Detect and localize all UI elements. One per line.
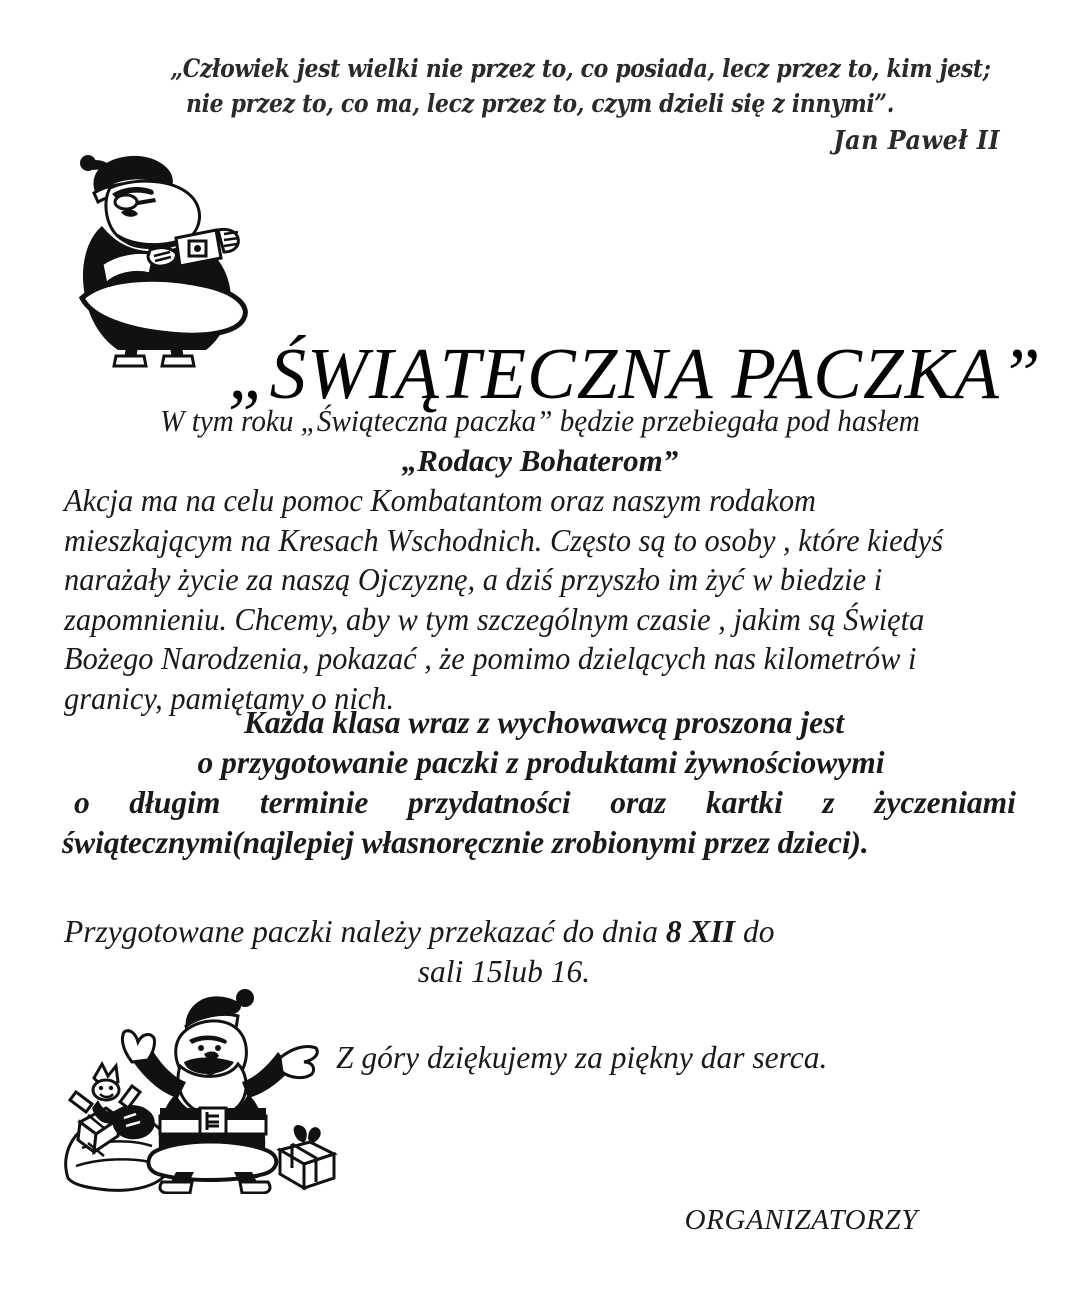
request-line-3 xyxy=(62,783,1020,823)
body-line: narażały życie za naszą Ojczyznę, a dziś przyszło im żyć w biedzie i xyxy=(64,562,883,597)
thanks-line: Z góry dziękujemy za piękny dar serca. xyxy=(336,1040,828,1075)
deadline-prefix: Przygotowane paczki należy przekazać do dnia xyxy=(64,914,666,949)
epigraph-quote xyxy=(170,52,991,121)
request-word: przydatności xyxy=(407,785,571,820)
deadline-suffix: do xyxy=(735,914,775,949)
request-word: życzeniami xyxy=(874,785,1016,820)
request-word: z xyxy=(822,785,835,820)
body-line: zapomnieniu. Chcemy, aby w tym szczególnym czasie , jakim są Święta xyxy=(64,601,925,637)
page-title: „ŚWIĄTECZNA PACZKA” xyxy=(228,332,1042,414)
request-word: długim xyxy=(129,785,221,820)
epigraph-line-1: „Człowiek jest wielki nie przez to, co posiada, lecz przez to, kim jest; xyxy=(170,54,991,83)
body-line: mieszkającym na Kresach Wschodnich. Często są to osoby , które kiedyś xyxy=(64,522,944,558)
intro-line: W tym roku „Świąteczna paczka” będzie przebiegała pod hasłem xyxy=(160,403,920,438)
organizers-signature: ORGANIZATORZY xyxy=(684,1204,918,1236)
request-block xyxy=(62,703,1020,863)
deadline-room-line: sali 15lub 16. xyxy=(417,954,591,989)
santa-with-gift-sack-icon xyxy=(58,982,338,1194)
deadline-line xyxy=(64,912,944,952)
deadline-date: 8 XII xyxy=(665,914,736,949)
epigraph-line-2: nie przez to, co ma, lecz przez to, czym dzieli się z innymi”. xyxy=(185,88,895,118)
body-line: Bożego Narodzenia, pokazać , że pomimo dzielących nas kilometrów i xyxy=(64,641,917,676)
body-paragraph xyxy=(64,481,1016,718)
request-line-1: Każda klasa wraz z wychowawcą proszona jest xyxy=(243,705,845,740)
request-word: kartki xyxy=(705,785,783,820)
request-word: oraz xyxy=(610,785,667,820)
request-word: o xyxy=(74,785,90,820)
epigraph-author: Jan Paweł II xyxy=(833,126,1000,156)
request-line-2: o przygotowanie paczki z produktami żywnościowymi xyxy=(197,745,885,780)
request-line-4: świątecznymi(najlepiej własnoręcznie zrobionymi przez dzieci). xyxy=(62,825,869,860)
body-line: Akcja ma na celu pomoc Kombatantom oraz naszym rodakom xyxy=(64,483,816,518)
campaign-motto: „Rodacy Bohaterom” xyxy=(401,443,679,478)
request-word: terminie xyxy=(259,785,369,820)
body-line: granicy, pamiętamy o nich. xyxy=(64,680,395,716)
